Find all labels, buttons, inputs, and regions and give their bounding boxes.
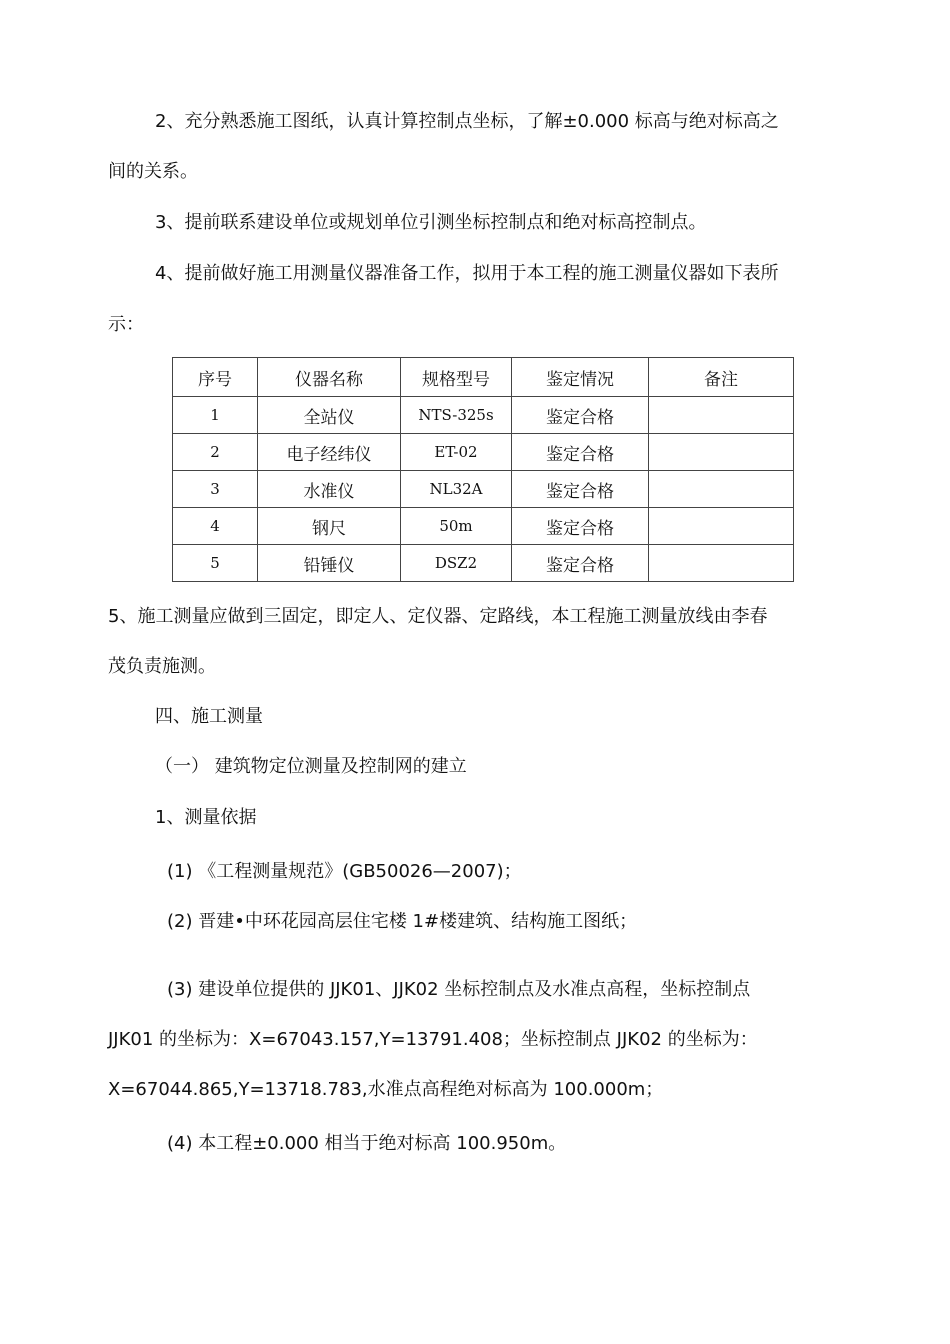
table-row [173, 545, 794, 582]
header-instrument-name: 仪器名称 [258, 358, 401, 397]
table-row [173, 471, 794, 508]
cell-inspection: 鉴定合格 [512, 545, 649, 582]
cell-model: 50m [401, 508, 512, 545]
basis-item-1: (1) 《工程测量规范》(GB50026—2007)； [167, 861, 522, 882]
cell-remarks [649, 397, 794, 434]
basis-item-3-line-3: X=67044.865,Y=13718.783,水准点高程绝对标高为 100.000m； [108, 1079, 664, 1100]
paragraph-3: 3、提前联系建设单位或规划单位引测坐标控制点和绝对标高控制点。 [155, 212, 707, 233]
header-inspection: 鉴定情况 [512, 358, 649, 397]
basis-title: 1、测量依据 [155, 807, 257, 828]
cell-index: 2 [173, 434, 258, 471]
cell-model: ET-02 [401, 434, 512, 471]
basis-item-2: (2) 晋建•中环花园高层住宅楼 1#楼建筑、结构施工图纸； [167, 911, 638, 932]
instrument-table [172, 357, 794, 582]
paragraph-5-line-1: 5、施工测量应做到三固定，即定人、定仪器、定路线，本工程施工测量放线由李春 [108, 606, 768, 627]
header-index: 序号 [173, 358, 258, 397]
cell-instrument-name: 全站仪 [258, 397, 401, 434]
cell-instrument-name: 水准仪 [258, 471, 401, 508]
paragraph-4-line-1: 4、提前做好施工用测量仪器准备工作，拟用于本工程的施工测量仪器如下表所 [155, 263, 779, 284]
cell-index: 1 [173, 397, 258, 434]
cell-model: NTS-325s [401, 397, 512, 434]
basis-item-3-line-1: (3) 建设单位提供的 JJK01、JJK02 坐标控制点及水准点高程，坐标控制点 [167, 979, 751, 1000]
table-row [173, 397, 794, 434]
cell-remarks [649, 545, 794, 582]
cell-index: 5 [173, 545, 258, 582]
subsection-heading-1: （一） 建筑物定位测量及控制网的建立 [155, 756, 467, 777]
paragraph-5-line-2: 茂负责施测。 [108, 656, 216, 677]
cell-model: DSZ2 [401, 545, 512, 582]
paragraph-2-line-2: 间的关系。 [108, 161, 198, 182]
cell-instrument-name: 钢尺 [258, 508, 401, 545]
header-model: 规格型号 [401, 358, 512, 397]
cell-remarks [649, 471, 794, 508]
basis-item-4: (4) 本工程±0.000 相当于绝对标高 100.950m。 [167, 1133, 567, 1154]
paragraph-4-line-2: 示： [108, 314, 144, 335]
header-remarks: 备注 [649, 358, 794, 397]
basis-item-3-line-2: JJK01 的坐标为：X=67043.157,Y=13791.408；坐标控制点 JJK02 的坐标为： [108, 1029, 758, 1050]
cell-inspection: 鉴定合格 [512, 471, 649, 508]
cell-index: 4 [173, 508, 258, 545]
cell-index: 3 [173, 471, 258, 508]
cell-remarks [649, 434, 794, 471]
cell-inspection: 鉴定合格 [512, 508, 649, 545]
section-heading-4: 四、施工测量 [155, 706, 263, 727]
cell-remarks [649, 508, 794, 545]
cell-instrument-name: 电子经纬仪 [258, 434, 401, 471]
table-header-row [173, 358, 794, 397]
cell-inspection: 鉴定合格 [512, 434, 649, 471]
table-row [173, 434, 794, 471]
cell-inspection: 鉴定合格 [512, 397, 649, 434]
cell-model: NL32A [401, 471, 512, 508]
paragraph-2-line-1: 2、充分熟悉施工图纸，认真计算控制点坐标，了解±0.000 标高与绝对标高之 [155, 111, 779, 132]
table-row [173, 508, 794, 545]
cell-instrument-name: 铅锤仪 [258, 545, 401, 582]
